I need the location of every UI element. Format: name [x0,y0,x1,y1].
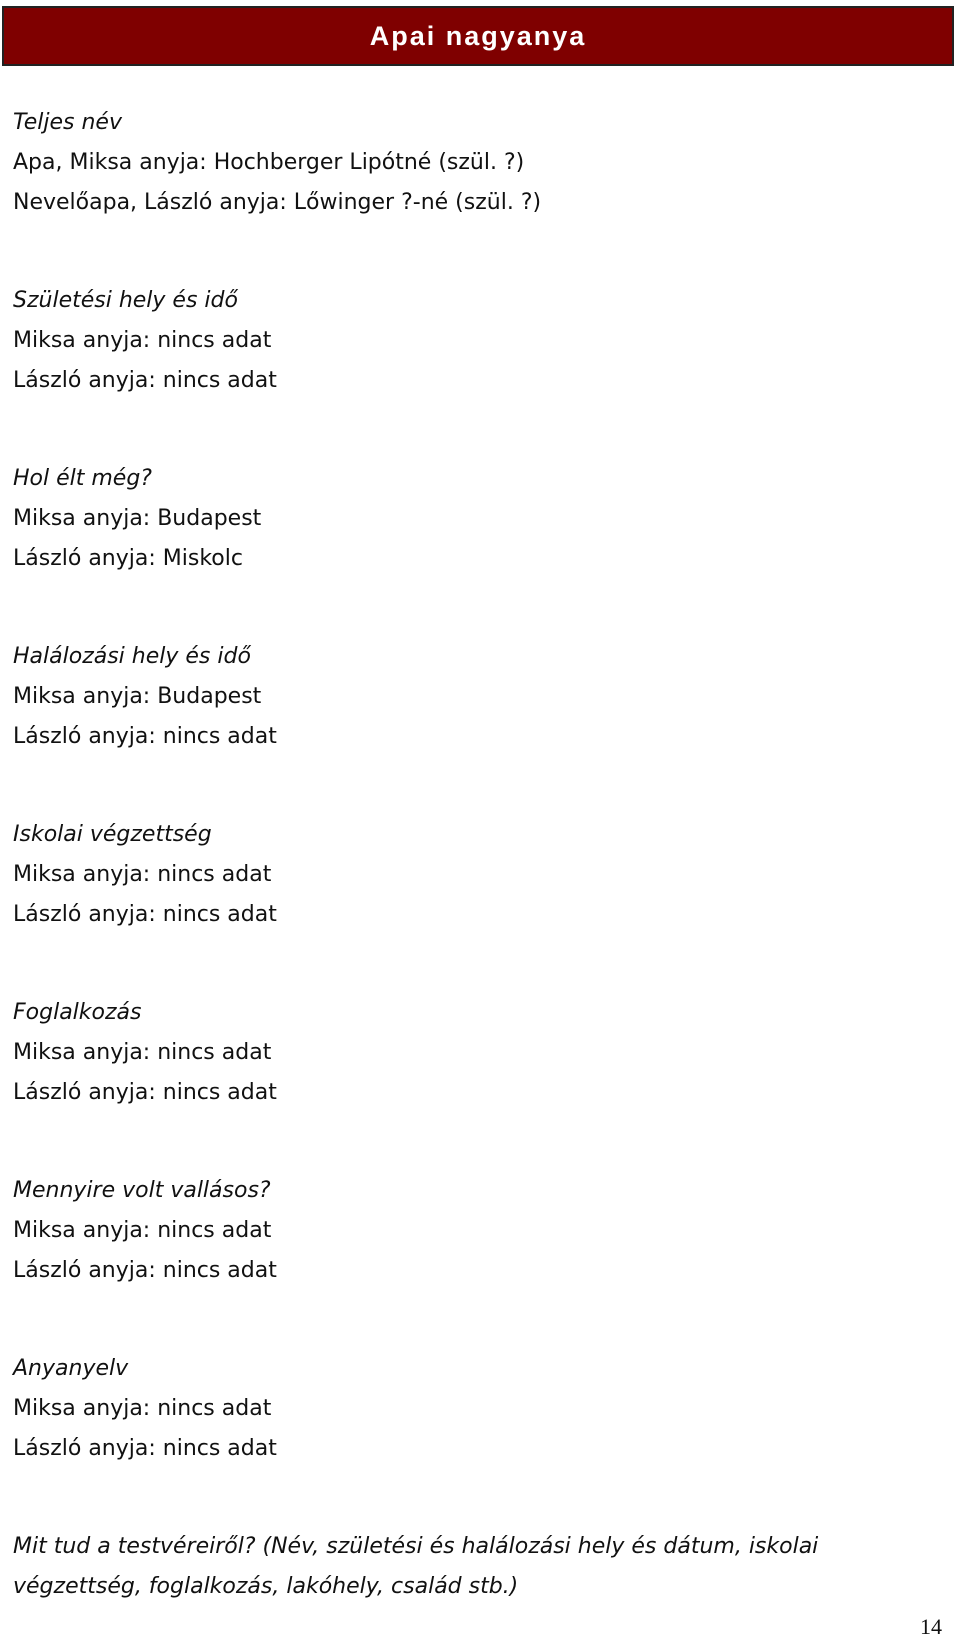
section-title: Teljes név [13,110,122,135]
section-residences [13,459,943,579]
section-line: László anyja: nincs adat [13,1436,277,1461]
section-line: László anyja: nincs adat [13,1080,277,1105]
section-full-name [13,103,943,223]
section-title: Mennyire volt vallásos? [13,1178,271,1203]
section-title: Halálozási hely és idő [13,644,251,669]
section-header-bar [2,6,954,66]
section-line: Nevelőapa, László anyja: Lőwinger ?-né (szül. ?) [13,190,542,215]
section-title: Iskolai végzettség [13,822,212,847]
section-education [13,815,943,935]
section-line: Miksa anyja: Budapest [13,684,262,709]
section-line: Miksa anyja: nincs adat [13,328,272,353]
section-line: Miksa anyja: nincs adat [13,862,272,887]
section-occupation [13,993,943,1113]
section-title: Hol élt még? [13,466,152,491]
section-line: Miksa anyja: nincs adat [13,1040,272,1065]
section-religiosity [13,1171,943,1291]
section-line: László anyja: nincs adat [13,368,277,393]
section-line: László anyja: nincs adat [13,1258,277,1283]
section-birth [13,281,943,401]
section-line: Miksa anyja: nincs adat [13,1218,272,1243]
section-title: Foglalkozás [13,1000,142,1025]
section-line: Apa, Miksa anyja: Hochberger Lipótné (szül. ?) [13,150,525,175]
section-death [13,637,943,757]
section-title: Születési hely és idő [13,288,238,313]
section-line: László anyja: Miskolc [13,546,243,571]
section-line: Miksa anyja: Budapest [13,506,262,531]
section-line: László anyja: nincs adat [13,724,277,749]
section-line: Miksa anyja: nincs adat [13,1396,272,1421]
siblings-question: Mit tud a testvéreiről? (Név, születési és halálozási hely és dátum, iskolai végzettség, foglalkozás, lakóhely, család stb.) [13,1534,819,1599]
document-body [13,103,943,1607]
section-line: László anyja: nincs adat [13,902,277,927]
page-title: Apai nagyanya [369,20,587,51]
section-mother-tongue [13,1349,943,1469]
page-number: 14 [920,1614,942,1639]
section-title: Anyanyelv [13,1356,129,1381]
